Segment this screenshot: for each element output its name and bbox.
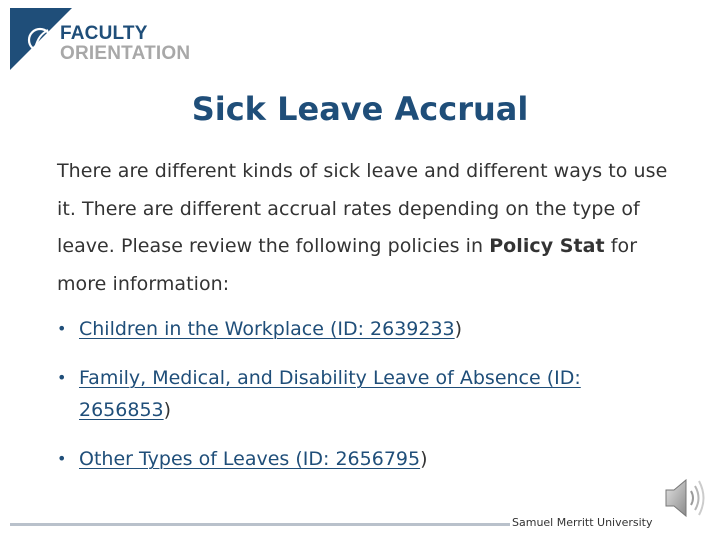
faculty-orientation-logo	[8, 8, 198, 70]
list-item	[57, 443, 677, 475]
bullet-icon: •	[57, 319, 67, 338]
intro-paragraph	[57, 153, 682, 303]
policy-link-close: )	[420, 448, 428, 470]
policy-link-close: )	[454, 318, 463, 340]
logo-line-faculty: FACULTY	[60, 23, 148, 44]
intro-text-start: There are different kinds of sick leave and different ways to use it. There are different accrual rates depending on the type of leave. Please review the following policies in	[57, 160, 668, 257]
footer-rule	[10, 523, 510, 526]
bullet-icon: •	[57, 368, 67, 387]
policy-link-children-workplace[interactable]: Children in the Workplace (ID: 2639233	[79, 318, 455, 340]
policy-link-other-leaves[interactable]: Other Types of Leaves (ID: 2656795	[79, 448, 421, 470]
slide-title: Sick Leave Accrual	[191, 90, 529, 128]
footer-university: Samuel Merritt University	[512, 516, 653, 529]
list-item	[57, 362, 677, 426]
policy-list	[57, 313, 677, 492]
intro-text-end: for more information:	[57, 235, 638, 295]
policy-link-family-medical-leave[interactable]: Family, Medical, and Disability Leave of Absence (ID: 2656853	[79, 367, 581, 421]
policy-link-close: )	[163, 399, 172, 421]
policy-stat-emphasis: Policy Stat	[489, 235, 605, 257]
speaker-icon[interactable]	[660, 472, 712, 524]
list-item	[57, 313, 677, 345]
logo-text	[60, 24, 190, 64]
logo-line-orientation: ORIENTATION	[60, 43, 191, 64]
bullet-icon: •	[57, 449, 67, 468]
